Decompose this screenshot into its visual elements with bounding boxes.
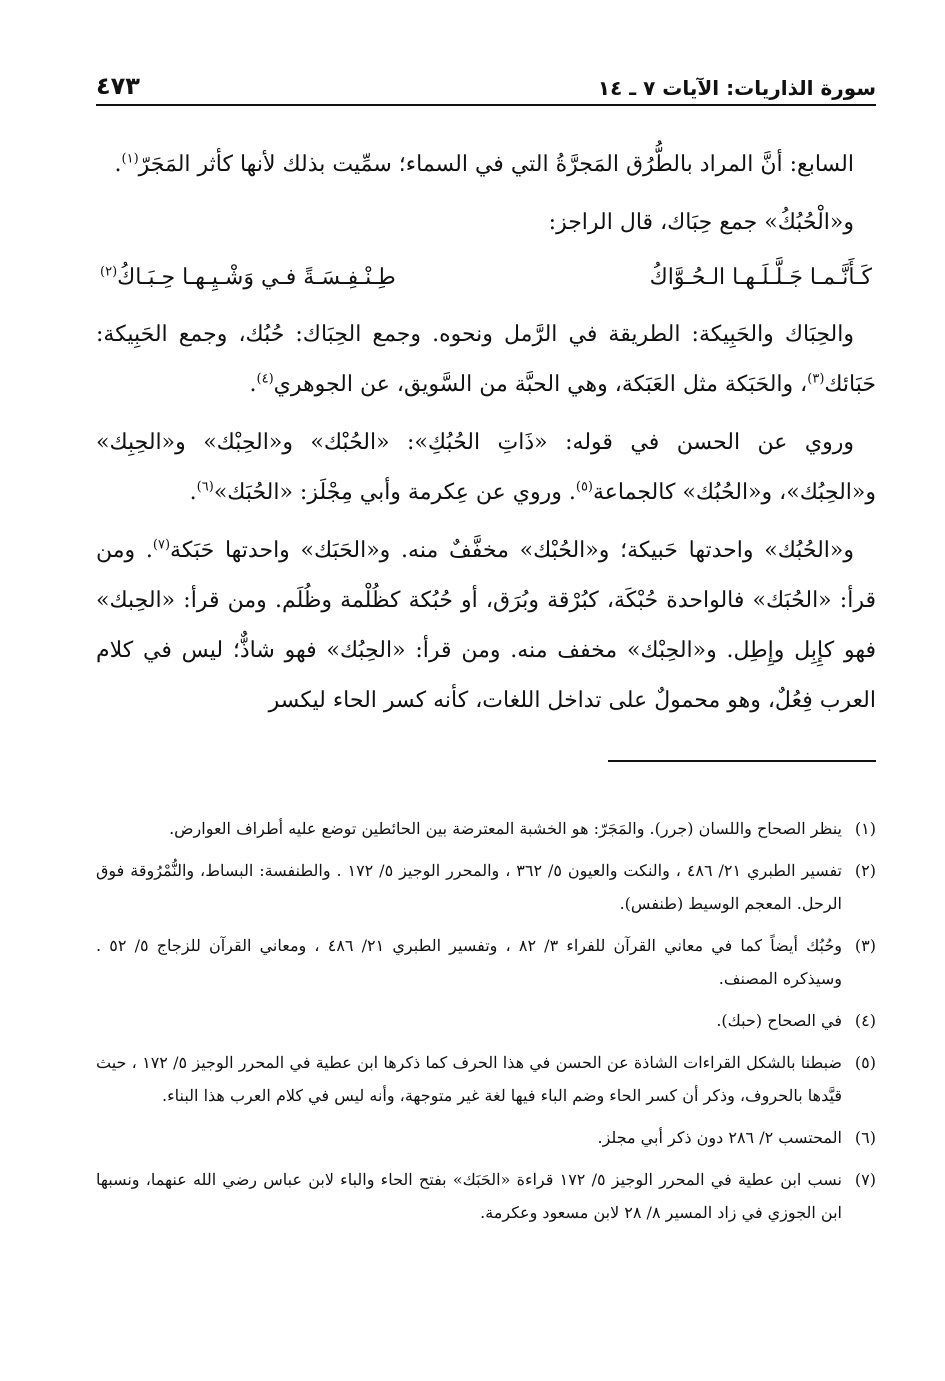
- header-rule: [96, 104, 876, 106]
- paragraph-4: وروي عن الحسن في قوله: «ذَاتِ الحُبُكِ»: «الحُبْك» و«الحِبْك» و«الحِبِك» و«الحِبُك»، و«الحُبُك» كالجماعة$^{(٥)}$. وروي عن عِكرمة وأبي مِجْلَز: «الحُبَك»$^{(٦)}$.: [96, 430, 876, 505]
- book-page: [96, 0, 876, 1381]
- main-text: [96, 140, 876, 734]
- page-header: [96, 68, 876, 100]
- footnote-number: (٦): [854, 1128, 876, 1147]
- footnote-ref-3: (٣): [807, 371, 825, 387]
- footnote-ref-1: (١): [121, 151, 139, 167]
- footnote-ref-4: (٤): [256, 371, 274, 387]
- footnote-separator: [608, 760, 876, 762]
- footnote-7: [96, 1163, 876, 1229]
- footnote-ref-7: (٧): [152, 537, 171, 553]
- poetry-verse: [96, 256, 876, 300]
- footnote-6: [96, 1121, 876, 1154]
- footnote-1: [96, 812, 876, 845]
- paragraph-2: و«الْحُبُكُ» جمع حِبَاك، قال الراجز:: [548, 210, 854, 235]
- footnote-number: (٣): [854, 936, 876, 955]
- footnote-number: (٥): [854, 1053, 876, 1072]
- footnote-4: [96, 1004, 876, 1037]
- footnotes: [96, 812, 876, 1238]
- footnote-text: ضبطنا بالشكل القراءات الشاذة عن الحسن في هذا الحرف كما ذكرها ابن عطية في المحرر الوجيز ٥/ ١٧٢ ، حيث قيَّدها بالحروف، وذكر أن كسر الحاء وضم الباء فيها لغة غير متوجهة، وأنه ليس في كلام العرب هذا البناء.: [96, 1053, 843, 1105]
- footnote-ref-2: (٢): [100, 264, 118, 280]
- footnote-number: (١): [854, 819, 876, 838]
- footnote-text: نسب ابن عطية في المحرر الوجيز ٥/ ١٧٢ قراءة «الحَبَك» بفتح الحاء والباء لابن عباس رضي الله عنهما، ونسبها ابن الجوزي في زاد المسير ٨/ ٢٨ لابن مسعود وعكرمة.: [96, 1170, 842, 1222]
- footnote-number: (٤): [854, 1011, 876, 1030]
- footnote-text: ينظر الصحاح واللسان (جرر). والمَجَرّ: هو الخشبة المعترضة بين الحائطين توضع عليه أطراف العوارض.: [169, 819, 842, 838]
- footnote-ref-5: (٥): [575, 479, 593, 495]
- running-title: سورة الذاريات: الآيات ٧ ـ ١٤: [597, 76, 876, 100]
- paragraph-1: السابع: أنَّ المراد بالطُّرُق المَجرَّةُ التي في السماء؛ سمِّيت بذلك لأنها كأثر المَجَرّ$^{(١)}$.: [114, 151, 854, 177]
- paragraph-3: والحِبَاك والحَبِيكة: الطريقة في الرَّمل ونحوه. وجمع الحِبَاك: حُبُك، وجمع الحَبِيكة: حَبَائك$^{(٣)}$، والحَبَكة مثل العَبَكة، وهي الحبَّة من السَّويق، عن الجوهري$^{(٤)}$.: [96, 322, 876, 397]
- footnote-text: تفسير الطبري ٢١/ ٤٨٦ ، والنكت والعيون ٥/ ٣٦٢ ، والمحرر الوجيز ٥/ ١٧٢ . والطنفسة: البساط، والنُّمْرُوقة فوق الرحل. المعجم الوسيط (طنفس).: [96, 861, 843, 913]
- footnote-number: (٧): [854, 1170, 876, 1189]
- footnote-2: [96, 854, 876, 920]
- footnote-number: (٢): [854, 861, 876, 880]
- footnote-text: وحُبُك أيضاً كما في معاني القرآن للفراء ٣/ ٨٢ ، وتفسير الطبري ٢١/ ٤٨٦ ، ومعاني القرآن للزجاج ٥/ ٥٢ . وسيذكره المصنف.: [96, 936, 842, 988]
- verse-second-hemistich: طِـنْـفِـسَـةً فـي وَشْـيِـهـا حِـبَـاكُ$^{(٢)}$: [100, 264, 396, 290]
- page-number: ٤٧٣: [96, 72, 140, 100]
- footnote-5: [96, 1046, 876, 1112]
- footnote-text: المحتسب ٢/ ٢٨٦ دون ذكر أبي مجلز.: [597, 1128, 842, 1147]
- paragraph-5: و«الحُبُك» واحدتها حَبيكة؛ و«الحُبْك» مخفَّفٌ منه. و«الحَبَك» واحدتها حَبَكة$^{(٧)}$. ومن قرأ: «الحُبَك» فالواحدة حُبْكَة، كبُرْقة وبُرَق، أو حُبُكة كظُلْمة وظُلَم. ومن قرأ: «الحِبك» فهو كإِبِل وإِطِل. و«الحِبْك» مخفف منه. ومن قرأ: «الحِبُك» فهو شاذٌّ؛ ليس في كلام العرب فِعُلٌ، وهو محمولٌ على تداخل اللغات، كأنه كسر الحاء ليكسر: [96, 537, 876, 713]
- footnote-text: في الصحاح (حبك).: [716, 1011, 842, 1030]
- footnote-ref-6: (٦): [196, 479, 214, 495]
- footnote-3: [96, 929, 876, 995]
- verse-first-hemistich: كَـأَنَّـمـا جَـلَّـلَـهـا الـحُـوَّاكُ: [649, 265, 872, 290]
